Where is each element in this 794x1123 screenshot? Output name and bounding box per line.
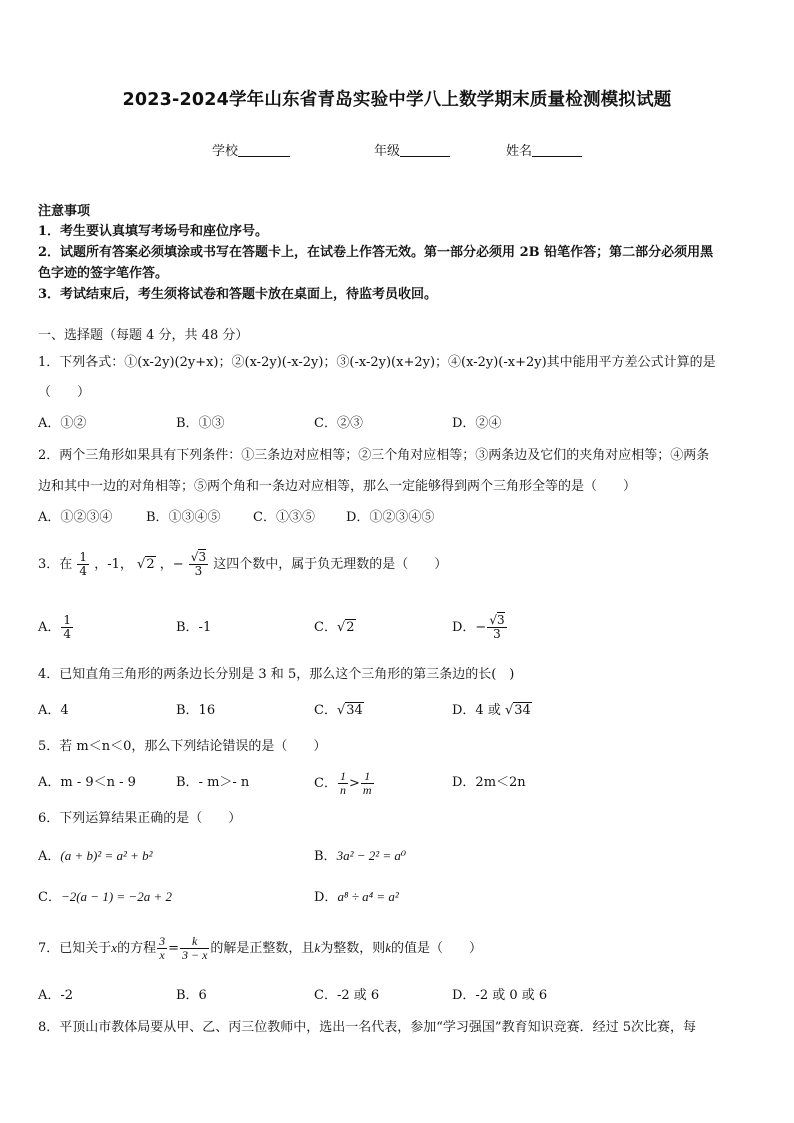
- option-label: A．: [38, 620, 61, 635]
- numerator: √3: [190, 550, 207, 564]
- q2-option-d: D．①②③④⑤: [346, 510, 435, 525]
- q4-option-c: [314, 702, 364, 720]
- option-label: C．: [38, 890, 61, 905]
- fraction-k-over-3-minus-x: [180, 935, 209, 962]
- numerator: √3: [489, 613, 505, 627]
- q6-option-b: [314, 847, 406, 866]
- q7-option-d: D．-2 或 0 或 6: [452, 988, 548, 1003]
- question-1-paren: （ ）: [38, 385, 91, 400]
- fraction-one-quarter: [61, 614, 73, 641]
- q4-option-a: A．4: [38, 703, 69, 718]
- q3-sep: ，−: [159, 557, 184, 572]
- q2-option-b: B．①③④⑤: [146, 510, 221, 525]
- text-segment: 的值是（ ）: [391, 941, 483, 956]
- question-2-line1: 2．两个三角形如果具有下列条件：①三条边对应相等；②三个角对应相等；③两条边及它们的夹角对应相等；④两条: [38, 448, 710, 463]
- fraction-1-over-m: [361, 770, 374, 797]
- denominator: 4: [79, 564, 88, 578]
- option-label: C．: [314, 776, 337, 791]
- option-label: D．4 或: [452, 703, 505, 718]
- math-expression: a⁸ ÷ a⁴ = a²: [337, 889, 399, 904]
- notice-item: 色字迹的签字笔作答。: [38, 266, 169, 281]
- numerator: 1: [79, 550, 88, 564]
- numerator: 1: [339, 769, 346, 783]
- denominator: x: [159, 948, 165, 962]
- q5-option-b: B．- m＞- n: [176, 775, 250, 790]
- option-label: C．: [314, 620, 337, 635]
- denominator: 3: [194, 564, 203, 578]
- q7-option-c: C．-2 或 6: [314, 988, 380, 1003]
- sqrt-34: √34: [336, 703, 363, 718]
- q5-option-d: D．2m＜2n: [452, 775, 526, 790]
- numerator: k: [180, 935, 209, 949]
- radicand: 3: [198, 550, 207, 564]
- sqrt-two: √2: [137, 557, 155, 572]
- q7-option-a: A．-2: [38, 988, 74, 1003]
- q3-option-d: [452, 608, 508, 648]
- q3-option-b: B．-1: [176, 620, 212, 635]
- question-1-stem: 1．下列各式：①(x-2y)(2y+x)；②(x-2y)(-x-2y)；③(-x-2y)(x+2y)；④(x-2y)(-x+2y)其中能用平方差公式计算的是: [38, 355, 716, 370]
- school-label: 学校: [212, 144, 239, 159]
- q6-option-d: [314, 888, 399, 907]
- notice-item: 3．考试结束后，考生须将试卷和答题卡放在桌面上，待监考员收回。: [38, 287, 438, 302]
- name-blank[interactable]: [532, 143, 582, 157]
- text-segment: 的方程: [117, 941, 157, 956]
- fraction-3-over-x: [157, 935, 167, 962]
- question-4-stem: 4．已知直角三角形的两条边长分别是 3 和 5，那么这个三角形的第三条边的长( ): [38, 667, 515, 682]
- q3-suffix: 这四个数中，属于负无理数的是（ ）: [213, 557, 448, 572]
- q3-sep: ，-1，: [94, 557, 133, 572]
- name-field: [506, 140, 582, 159]
- option-label: C．: [314, 703, 337, 718]
- denominator: n: [339, 783, 346, 797]
- q4-option-d: [452, 702, 532, 720]
- q6-option-c: [38, 888, 172, 907]
- question-2-line2: 边和其中一边的对角相等；⑤两个角和一条边对应相等，那么一定能够得到两个三角形全等的是（ ）: [38, 479, 637, 494]
- question-6-stem: 6．下列运算结果正确的是（ ）: [38, 811, 242, 826]
- name-label: 姓名: [506, 144, 533, 159]
- notice-item: 2．试题所有答案必须填涂或书写在答题卡上，在试卷上作答无效。第一部分必须用 2B 铅笔作答；第二部分必须用黑: [38, 245, 714, 260]
- q1-option-b: B．①③: [176, 416, 225, 431]
- fraction-sqrt3-over-3: [189, 551, 208, 578]
- variable: k: [385, 940, 392, 955]
- grade-blank[interactable]: [400, 143, 450, 157]
- q1-option-c: C．②③: [314, 416, 363, 431]
- option-label: A．: [38, 849, 61, 864]
- denominator: m: [362, 783, 372, 797]
- sqrt-two: √2: [336, 620, 355, 635]
- q1-option-a: A．①②: [38, 416, 87, 431]
- math-expression: −2(a − 1) = −2a + 2: [60, 889, 172, 904]
- radicand: 34: [514, 703, 531, 718]
- denominator: 3 − x: [181, 948, 208, 962]
- radicand: 34: [346, 703, 363, 718]
- radicand: 3: [496, 613, 505, 627]
- numerator: 3: [159, 934, 166, 948]
- denominator: 4: [63, 627, 72, 641]
- text-segment: 为整数，则: [320, 941, 386, 956]
- grade-field: [374, 140, 450, 159]
- q2-option-a: A．①②③④: [38, 510, 113, 525]
- q2-option-c: C．①③⑤: [253, 510, 315, 525]
- notice-heading: 注意事项: [38, 204, 91, 219]
- option-label: B．: [314, 849, 337, 864]
- q1-option-d: D．②④: [452, 416, 502, 431]
- sqrt-34: √34: [504, 703, 531, 718]
- variable: x: [111, 940, 118, 955]
- school-blank[interactable]: [238, 143, 290, 157]
- math-expression: 3a² − 2² = a⁰: [336, 848, 407, 863]
- question-5-stem: 5．若 m＜n＜0，那么下列结论错误的是（ ）: [38, 739, 327, 754]
- math-expression: (a + b)² = a² + b²: [60, 848, 153, 863]
- question-8-stem: 8．平顶山市教体局要从甲、乙、丙三位教师中，选出一名代表，参加“学习强国”教育知识竞赛．经过 5次比赛，每: [38, 1020, 696, 1035]
- numerator: 1: [361, 770, 374, 784]
- fraction-one-quarter: [77, 551, 89, 578]
- numerator: 1: [63, 613, 72, 627]
- text-segment: 的解是正整数，且: [210, 941, 315, 956]
- q3-option-a: [38, 608, 74, 648]
- school-field: [212, 140, 290, 159]
- fraction-sqrt3-over-3: [487, 614, 506, 641]
- variable: k: [314, 940, 321, 955]
- q6-option-a: [38, 847, 153, 866]
- page-title: 2023-2024学年山东省青岛实验中学八上数学期末质量检测模拟试题: [122, 90, 672, 110]
- q7-option-b: B．6: [176, 988, 207, 1003]
- text-segment: 7．已知关于: [38, 941, 112, 956]
- q3-prefix: 3．在: [38, 557, 73, 572]
- grade-label: 年级: [374, 144, 401, 159]
- q4-option-b: B．16: [176, 703, 216, 718]
- question-3-stem: [38, 545, 447, 585]
- question-7-stem: 7．已知关于x的方程 $\frac{3}{x}$ = $\frac{k}{3 - x}$ 的解是正整数，且k为整数，则k的值是（ ）: [38, 934, 483, 962]
- radicand: 2: [346, 620, 355, 635]
- q5-option-c: C． $\frac{1}{n}$ > $\frac{1}{m}$: [314, 769, 372, 797]
- q3-option-c: [314, 608, 356, 648]
- student-info-fields: [0, 140, 794, 160]
- section-heading: 一、选择题（每题 4 分，共 48 分）: [38, 328, 249, 343]
- option-label: D．: [314, 890, 338, 905]
- radicand: 2: [146, 557, 155, 572]
- option-label: D．−: [452, 620, 487, 635]
- denominator: 3: [493, 627, 501, 641]
- fraction-1-over-n: [338, 770, 348, 797]
- q5-option-a: A．m - 9＜n - 9: [38, 775, 136, 790]
- notice-item: 1．考生要认真填写考场号和座位序号。: [38, 224, 269, 239]
